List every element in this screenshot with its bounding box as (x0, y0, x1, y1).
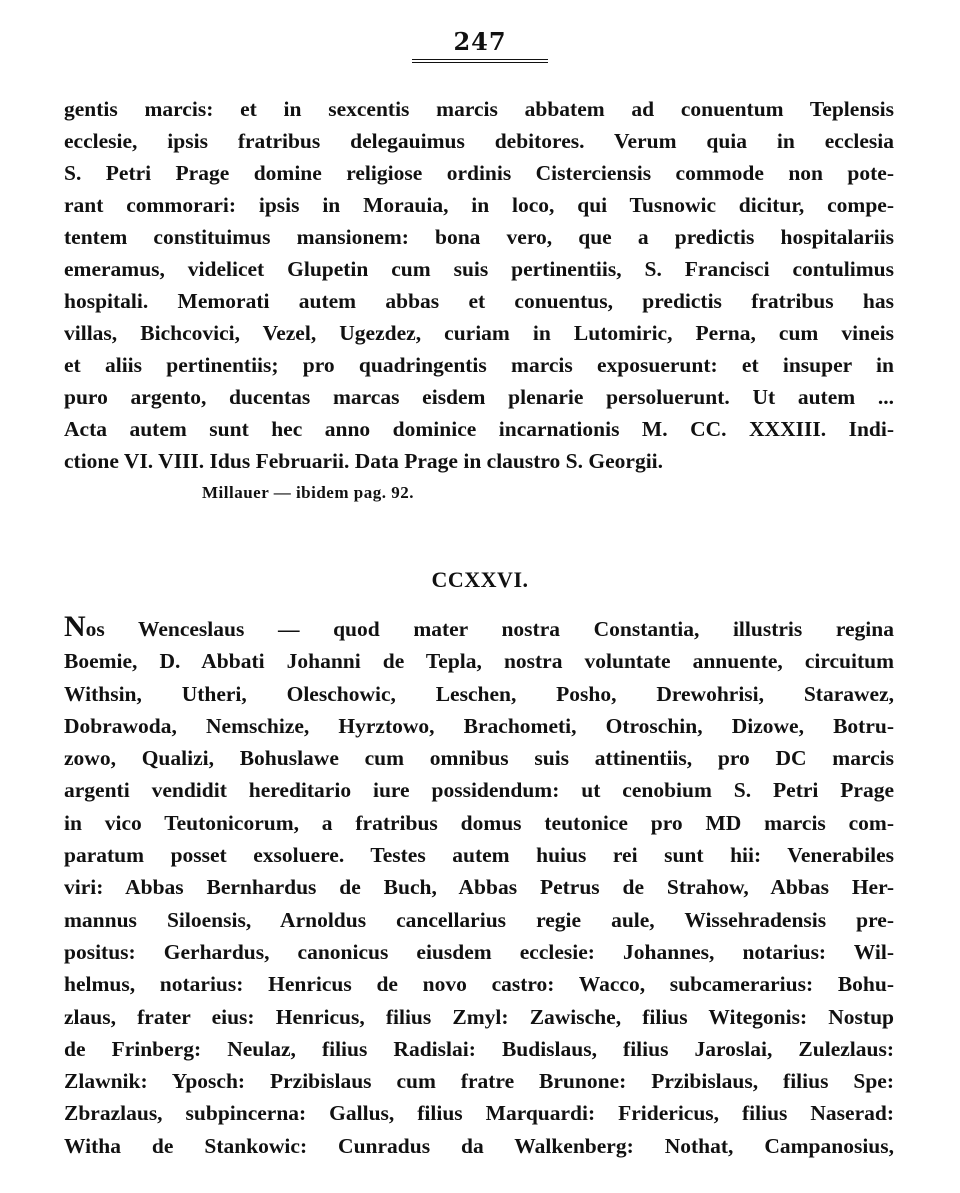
text-line: ecclesie, ipsis fratribus delegauimus debitores. Verum quia in ecclesia (64, 129, 894, 153)
text-line-rest: os Wenceslaus — quod mater nostra Constantia, illustris regina (85, 617, 894, 641)
text-line: argenti vendidit hereditario iure possidendum: ut cenobium S. Petri Prage (64, 778, 894, 803)
text-line: Zbrazlaus, subpincerna: Gallus, filius Marquardi: Fridericus, filius Naserad: (64, 1101, 894, 1126)
page-header (412, 28, 548, 63)
text-line: gentis marcis: et in sexcentis marcis abbatem ad conuentum Teplensis (64, 97, 894, 121)
source-citation: Millauer — ibidem pag. 92. (202, 483, 414, 502)
text-line: helmus, notarius: Henricus de novo castro: Wacco, subcamerarius: Bohu- (64, 972, 894, 997)
text-line: villas, Bichcovici, Vezel, Ugezdez, curiam in Lutomiric, Perna, cum vineis (64, 321, 894, 345)
text-line: viri: Abbas Bernhardus de Buch, Abbas Petrus de Strahow, Abbas Her- (64, 875, 894, 900)
text-line: de Frinberg: Neulaz, filius Radislai: Budislaus, filius Jaroslai, Zulezlaus: (64, 1036, 894, 1061)
text-line: rant commorari: ipsis in Morauia, in loco, qui Tusnowic dicitur, compe- (64, 193, 894, 217)
text-line: hospitali. Memorati autem abbas et conuentus, predictis fratribus has (64, 289, 894, 313)
text-line: Dobrawoda, Nemschize, Hyrztowo, Brachometi, Otroschin, Dizowe, Botru- (64, 713, 894, 738)
text-line: Boemie, D. Abbati Johanni de Tepla, nostra voluntate annuente, circuitum (64, 649, 894, 674)
text-line: Witha de Stankowic: Cunradus da Walkenberg: Nothat, Campanosius, (64, 1133, 894, 1158)
text-line: mannus Siloensis, Arnoldus cancellarius regie aule, Wissehradensis pre- (64, 907, 894, 932)
paragraph-charter-end (64, 93, 894, 477)
paragraph-charter-ccxxvi (64, 611, 894, 1162)
text-line: Acta autem sunt hec anno dominice incarnationis M. CC. XXXIII. Indi- (64, 417, 894, 441)
dropcap-initial: N (64, 611, 86, 643)
text-line-first (64, 611, 894, 645)
text-line: zlaus, frater eius: Henricus, filius Zmyl: Zawische, filius Witegonis: Nostup (64, 1004, 894, 1029)
text-line: paratum posset exsoluere. Testes autem huius rei sunt hii: Venerabiles (64, 843, 894, 868)
text-line: S. Petri Prage domine religiose ordinis Cisterciensis commode non pote- (64, 161, 894, 185)
header-double-rule (412, 59, 548, 63)
text-line: puro argento, ducentas marcas eisdem plenarie persoluerunt. Ut autem ... (64, 385, 894, 409)
text-line: Withsin, Utheri, Oleschowic, Leschen, Posho, Drewohrisi, Starawez, (64, 681, 894, 706)
text-line: et aliis pertinentiis; pro quadringentis marcis exposuerunt: et insuper in (64, 353, 894, 377)
text-line: Zlawnik: Yposch: Przibislaus cum fratre Brunone: Przibislaus, filius Spe: (64, 1069, 894, 1094)
text-line: emeramus, videlicet Glupetin cum suis pertinentiis, S. Francisci contulimus (64, 257, 894, 281)
text-line: zowo, Qualizi, Bohuslawe cum omnibus suis attinentiis, pro DC marcis (64, 746, 894, 771)
text-line: in vico Teutonicorum, a fratribus domus teutonice pro MD marcis com- (64, 810, 894, 835)
text-line: positus: Gerhardus, canonicus eiusdem ecclesie: Johannes, notarius: Wil- (64, 939, 894, 964)
text-line: ctione VI. VIII. Idus Februarii. Data Prage in claustro S. Georgii. (64, 449, 664, 473)
document-number-heading: CCXXVI. (431, 567, 529, 592)
page-number: 247 (453, 27, 507, 56)
text-line: tentem constituimus mansionem: bona vero, que a predictis hospitalariis (64, 225, 894, 249)
